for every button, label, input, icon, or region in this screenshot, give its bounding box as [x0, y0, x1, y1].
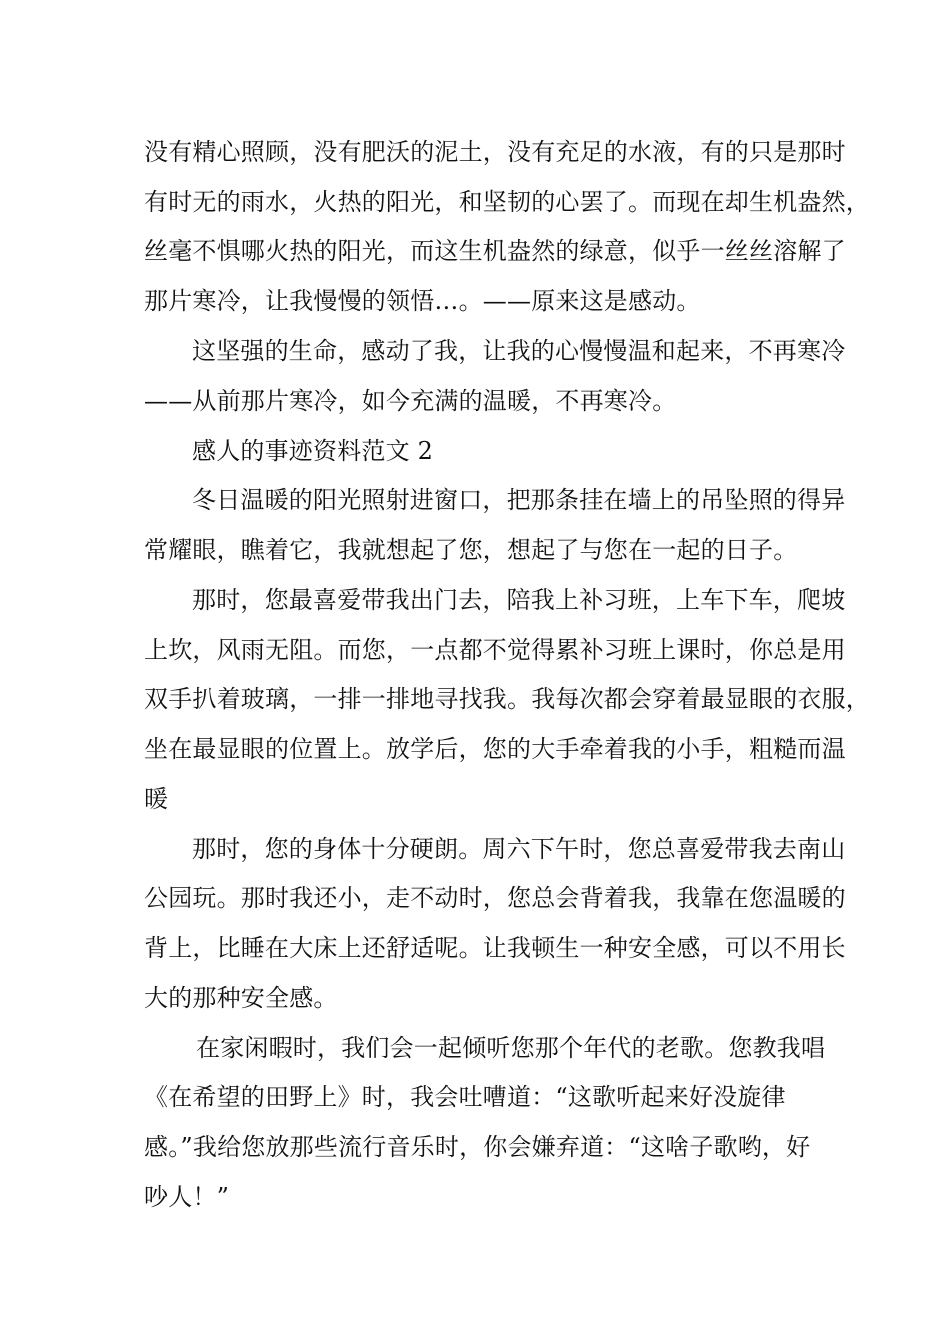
text-line: ——从前那片寒冷，如今充满的温暖，不再寒冷。: [144, 387, 677, 415]
text-line: 大的那种安全感。: [144, 984, 338, 1012]
text-line: 那时，您的身体十分硬朗。周六下午时，您总喜爱带我去南山: [192, 835, 846, 863]
text-line: 在家闲暇时，我们会一起倾听您那个年代的老歌。您教我唱: [196, 1034, 826, 1062]
text-line: 双手扒着玻璃，一排一排地寻找我。我每次都会穿着最显眼的衣服，: [144, 685, 870, 713]
text-line: 感。”我给您放那些流行音乐时，你会嫌弃道：“这啥子歌哟，好: [144, 1133, 811, 1161]
text-line: 上坎，风雨无阻。而您，一点都不觉得累补习班上课时，你总是用: [144, 636, 846, 664]
text-line: 公园玩。那时我还小，走不动时，您总会背着我，我靠在您温暖的: [144, 884, 846, 912]
text-line: 有时无的雨水，火热的阳光，和坚韧的心罢了。而现在却生机盎然，: [144, 188, 870, 216]
text-line: 《在希望的田野上》时，我会吐嘈道：“这歌听起来好没旋律: [144, 1083, 786, 1111]
text-line: 常耀眼，瞧着它，我就想起了您，想起了与您在一起的日子。: [144, 536, 798, 564]
text-line: 背上，比睡在大床上还舒适呢。让我顿生一种安全感，可以不用长: [144, 934, 846, 962]
text-line: 冬日温暖的阳光照射进窗口，把那条挂在墙上的吊坠照的得异: [192, 486, 846, 514]
text-line: 坐在最显眼的位置上。放学后，您的大手牵着我的小手，粗糙而温: [144, 735, 846, 763]
text-line: 没有精心照顾，没有肥沃的泥土，没有充足的水液，有的只是那时: [144, 138, 846, 166]
text-line: 丝毫不惧哪火热的阳光，而这生机盎然的绿意，似乎一丝丝溶解了: [144, 237, 846, 265]
text-line: 吵人！”: [144, 1183, 230, 1211]
text-line: 那时，您最喜爱带我出门去，陪我上补习班，上车下车，爬坡: [192, 586, 846, 614]
text-line: 这坚强的生命，感动了我，让我的心慢慢温和起来，不再寒冷: [192, 337, 846, 365]
text-line: 暖: [144, 785, 169, 813]
text-line: 那片寒冷，让我慢慢的领悟…。——原来这是感动。: [144, 287, 701, 315]
section-heading: 感人的事迹资料范文 2: [192, 437, 434, 465]
